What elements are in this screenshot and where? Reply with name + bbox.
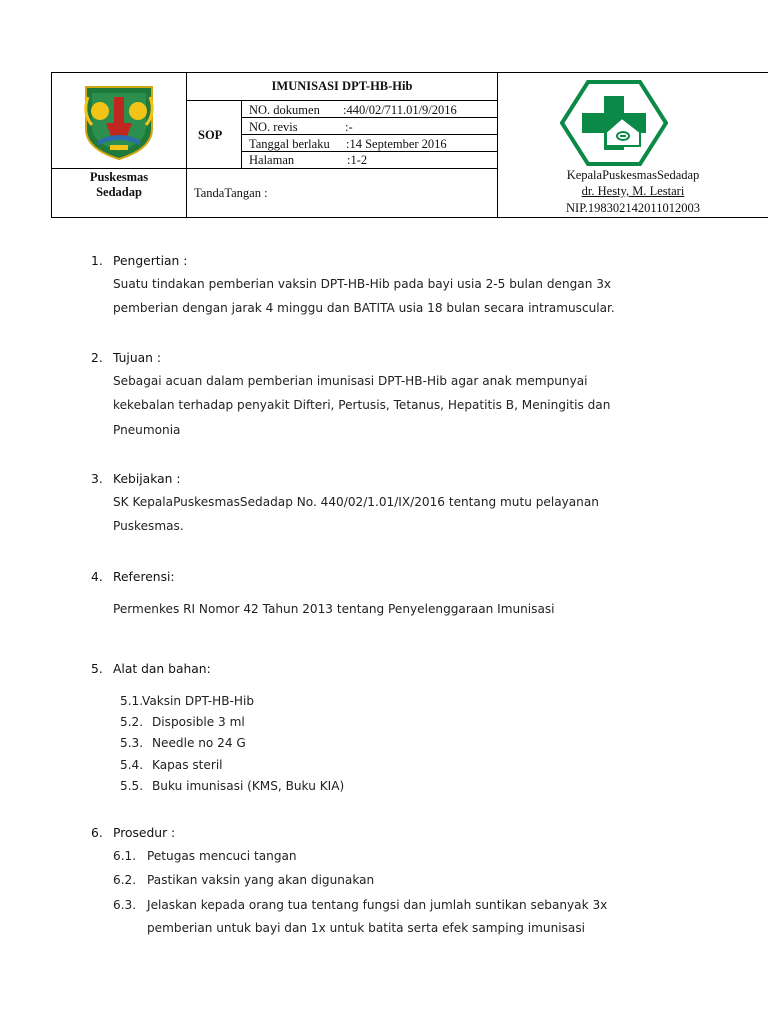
head-nip: NIP.198302142011012003: [566, 201, 700, 215]
head-name: dr. Hesty, M. Lestari: [581, 184, 685, 198]
alat-item-number: 5.5.: [120, 779, 144, 793]
alat-item-number: 5.1.: [120, 694, 144, 708]
prosedur-item-number: 6.1.: [113, 849, 137, 863]
prosedur-item-text: Pastikan vaksin yang akan digunakan: [147, 873, 375, 887]
section-title-tujuan: Tujuan :: [113, 351, 162, 365]
tujuan-line-3: Pneumonia: [113, 423, 181, 437]
section-title-kebijakan: Kebijakan :: [113, 472, 181, 486]
alat-item-text: Needle no 24 G: [152, 736, 246, 750]
prosedur-item-number: 6.2.: [113, 873, 137, 887]
document-title: IMUNISASI DPT-HB-Hib: [271, 79, 413, 93]
prosedur-item-continuation: pemberian untuk bayi dan 1x untuk batita serta efek samping imunisasi: [147, 921, 585, 935]
alat-item-text: Disposible 3 ml: [152, 715, 245, 729]
page-label: Halaman: [249, 153, 295, 167]
alat-item-number: 5.3.: [120, 736, 144, 750]
pengertian-line-2: pemberian dengan jarak 4 minggu dan BATITA usia 18 bulan secara intramuscular.: [113, 301, 615, 315]
alat-item-text: Buku imunisasi (KMS, Buku KIA): [152, 779, 345, 793]
section-number-1: 1.: [91, 254, 103, 268]
effective-date-label: Tanggal berlaku: [249, 137, 330, 151]
section-number-2: 2.: [91, 351, 103, 365]
head-title: KepalaPuskesmasSedadap: [566, 168, 700, 182]
tujuan-line-1: Sebagai acuan dalam pemberian imunisasi DPT-HB-Hib agar anak mempunyai: [113, 374, 588, 388]
puskesmas-logo-icon: [560, 80, 668, 166]
doc-number-value: :440/02/711.01/9/2016: [343, 103, 457, 117]
prosedur-item-text: Jelaskan kepada orang tua tentang fungsi dan jumlah suntikan sebanyak 3x: [147, 898, 608, 912]
prosedur-item-number: 6.3.: [113, 898, 137, 912]
referensi-line-1: Permenkes RI Nomor 42 Tahun 2013 tentang Penyelenggaraan Imunisasi: [113, 602, 555, 616]
section-title-prosedur: Prosedur :: [113, 826, 176, 840]
section-title-alat-bahan: Alat dan bahan:: [113, 662, 211, 676]
revision-value: :-: [345, 120, 353, 134]
page-value: :1-2: [347, 153, 368, 167]
sop-label: SOP: [198, 128, 223, 142]
kebijakan-line-1: SK KepalaPuskesmasSedadap No. 440/02/1.01/IX/2016 tentang mutu pelayanan: [113, 495, 599, 509]
effective-date-value: :14 September 2016: [346, 137, 447, 151]
alat-item-text: Vaksin DPT-HB-Hib: [142, 694, 255, 708]
alat-item-number: 5.2.: [120, 715, 144, 729]
org-name-line1: Puskesmas: [89, 170, 149, 184]
alat-item-text: Kapas steril: [152, 758, 223, 772]
section-title-referensi: Referensi:: [113, 570, 175, 584]
signature-label: TandaTangan :: [194, 186, 268, 200]
section-number-5: 5.: [91, 662, 103, 676]
kebijakan-line-2: Puskesmas.: [113, 519, 184, 533]
prosedur-item-text: Petugas mencuci tangan: [147, 849, 297, 863]
tujuan-line-2: kekebalan terhadap penyakit Difteri, Pertusis, Tetanus, Hepatitis B, Meningitis dan: [113, 398, 611, 412]
section-title-pengertian: Pengertian :: [113, 254, 188, 268]
revision-label: NO. revis: [249, 120, 298, 134]
pengertian-line-1: Suatu tindakan pemberian vaksin DPT-HB-Hib pada bayi usia 2-5 bulan dengan 3x: [113, 277, 612, 291]
alat-item-number: 5.4.: [120, 758, 144, 772]
section-number-3: 3.: [91, 472, 103, 486]
org-name-line2: Sedadap: [96, 185, 142, 199]
regional-emblem-icon: [80, 83, 158, 161]
section-number-6: 6.: [91, 826, 103, 840]
section-number-4: 4.: [91, 570, 103, 584]
doc-number-label: NO. dokumen: [249, 103, 320, 117]
sop-header-table: [51, 72, 768, 218]
